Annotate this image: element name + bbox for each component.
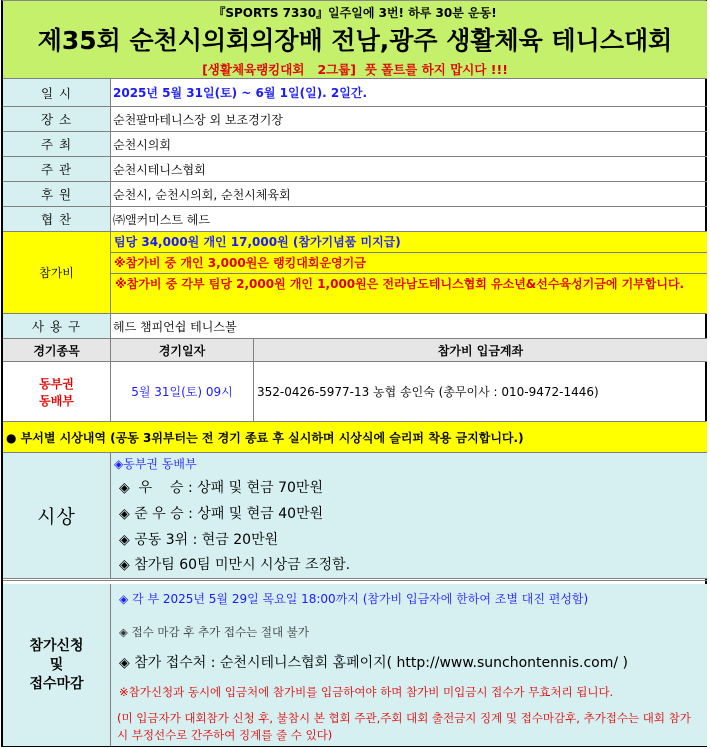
fee-row [3,232,707,314]
award-item: ◈ 준 우 승 : 상패 및 현금 40만원 [119,506,324,522]
awards-notice-text: ● 부서별 시상내역 (공동 3위부터는 전 경기 종료 후 실시하며 시상식에 슬리퍼 착용 금지합니다.) [6,430,524,445]
awards-division: ◈동부권 동배부 [114,457,197,471]
tournament-notice [1,0,707,747]
registration-warning-1: ※참가신청과 동시에 입금처에 참가비를 입금하여야 하며 참가비 미입금시 접수가 무효처리 됩니다. [119,685,614,699]
award-item: ◈ 우 승 : 상패 및 현금 70만원 [119,480,323,496]
info-value: 순천팔마테니스장 외 보조경기장 [113,112,283,127]
awards-notice [3,422,707,453]
info-value: 순천시테니스협회 [113,162,206,177]
registration-label-3: 접수마감 [29,675,84,692]
info-value: 헤드 챔피언쉽 테니스볼 [113,319,237,334]
registration-warning-2: (미 입금자가 대회참가 신청 후, 불참시 본 협회 주관,주회 대회 출전금지 징계 및 접수마감후, 추가접수는 대회 참가 시 부정선수로 간주하여 징계를 줄 수 있다) [117,711,691,742]
awards-label: 시상 [3,453,111,578]
header [3,1,707,79]
fee-label: 참가비 [3,232,111,313]
info-row-host [3,132,707,157]
event-date: 5월 31일(토) 09시 [111,362,254,421]
col-header-event: 경기종목 [3,339,111,361]
schedule-header [3,339,707,362]
info-value: 순천시의회 [113,137,171,152]
info-label: 주 관 [3,157,111,181]
info-value: 순천시, 순천시의회, 순천시체육회 [113,187,291,202]
info-row-support [3,207,707,232]
info-row-sponsor [3,182,707,207]
info-label: 협 찬 [3,207,111,231]
fee-line-3: ※참가비 중 각부 팀당 2,000원 개인 1,000원은 전라남도테니스협회 유소년&선수육성기금에 기부합니다. [115,277,685,291]
info-label: 사 용 구 [3,314,111,338]
event-line-2: 동배부 [39,393,74,408]
slogan: 『SPORTS 7330』일주일에 3번! 하루 30분 운동! [213,6,497,20]
account-info: 352-0426-5977-13 농협 송인숙 (총무이사 : 010-9472-1446) [257,385,599,399]
info-label: 주 최 [3,132,111,156]
info-row-venue [3,107,707,132]
info-value: 2025년 5월 31일(토) ~ 6월 1일(일). 2일간. [113,86,368,100]
page-subtitle: [생활체육랭킹대회 2그룹] 풋 폴트를 하지 맙시다 !!! [202,62,508,77]
info-row-organizer [3,157,707,182]
col-header-date: 경기일자 [111,339,254,361]
fee-line-2: ※참가비 중 개인 3,000원은 랭킹대회운영기금 [111,253,707,274]
award-item: ◈ 참가팀 60팀 미만시 시상금 조정함. [119,557,351,573]
fee-line-1: 팀당 34,000원 개인 17,000원 (참가기념품 미지급) [111,232,707,253]
registration-venue: ◈ 참가 접수처 : 순천시테니스협회 홈페이지( http://www.sunchontennis.com/ ) [119,655,629,671]
col-header-account: 참가비 입금계좌 [437,343,524,358]
info-label: 후 원 [3,182,111,206]
info-row-date [3,79,707,107]
registration-no-late: ◈ 접수 마감 후 추가 접수는 절대 불가 [119,625,309,639]
awards-row [3,453,707,581]
schedule-row [3,362,707,422]
ball-row [3,314,707,339]
award-item: ◈ 공동 3위 : 현금 20만원 [119,532,279,548]
registration-label-1: 참가신청 [29,637,84,654]
info-value: ㈜앨커미스트 헤드 [113,212,210,227]
registration-row [3,584,707,746]
page-title: 제35회 순천시의회의장배 전남,광주 생활체육 테니스대회 [37,26,673,55]
registration-label-2: 및 [49,656,64,673]
registration-deadline: ◈ 각 부 2025년 5월 29일 목요일 18:00까지 (참가비 입금자에 한하여 조별 대진 편성함) [119,592,589,606]
info-label: 일 시 [3,79,111,106]
info-label: 장 소 [3,107,111,131]
event-line-1: 동부권 [39,376,74,391]
